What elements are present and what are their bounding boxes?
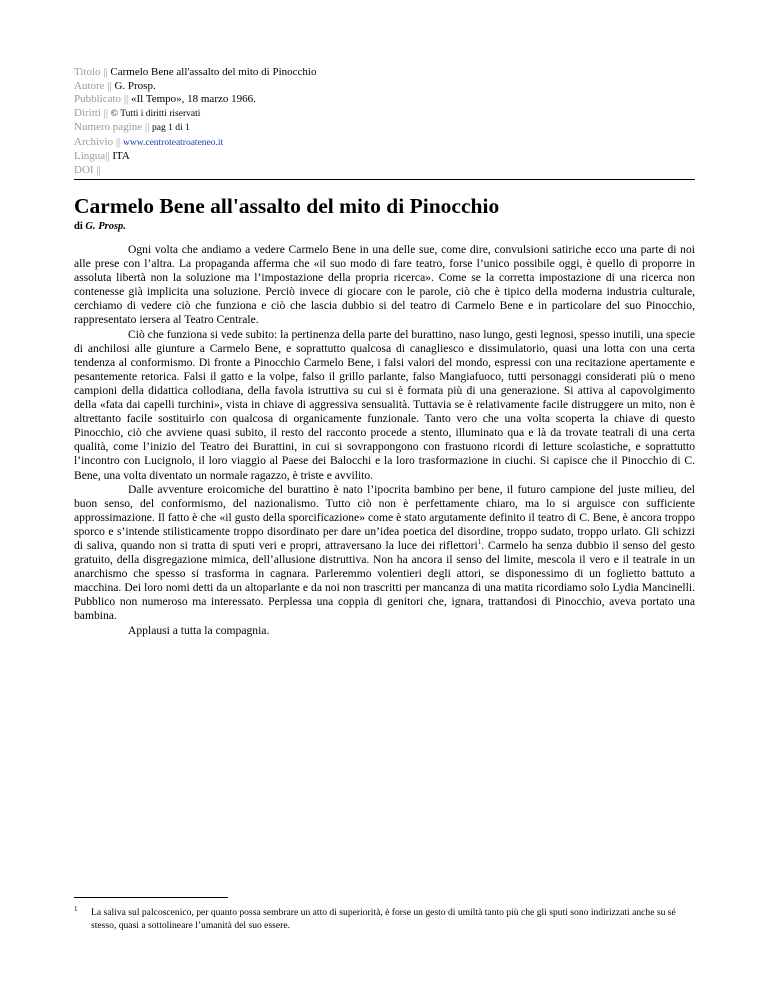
document-page (74, 66, 695, 638)
meta-key-rights[interactable]: Diritti (74, 106, 101, 119)
meta-row-author (74, 80, 695, 94)
meta-separator: || (103, 66, 108, 78)
metadata-block (74, 66, 695, 177)
header-divider (74, 179, 695, 180)
meta-key-pages[interactable]: Numero pagine (74, 121, 143, 133)
footnote-reference[interactable]: 1 (477, 538, 482, 547)
meta-separator: || (103, 106, 109, 119)
paragraph (74, 483, 695, 624)
meta-key-language[interactable]: Lingua (74, 150, 106, 162)
meta-value-author: G. Prosp. (114, 79, 156, 92)
byline (74, 220, 695, 234)
meta-row-pages (74, 121, 695, 136)
article-body (74, 243, 695, 638)
meta-row-archive (74, 136, 695, 151)
meta-separator: || (144, 121, 150, 133)
paragraph-text-continued: . Carmelo ha senza dubbio il senso del gesto gratuito, della disgregazione mimica, dell’allusione distruttiva. Non ha ancora il senso del limite, mescola il vero e il teatrale in un anarchismo che spesso si trasforma in cagnara. Parleremmo volentieri degli attori, se disponessimo di un foglietto battuto a macchina. Dei loro nomi detti da un altoparlante e da noi non trascritti per mancanza di una matita ricordiamo solo Lydia Mancinelli. Pubblico non numeroso ma interessato. Perplessa una coppia di genitori che, ignara, trattandosi di Pinocchio, aveva portato una bambina. (74, 538, 695, 623)
byline-prefix: di (74, 221, 83, 232)
meta-value-title: Carmelo Bene all'assalto del mito di Pinocchio (110, 66, 317, 78)
meta-value-published: «Il Tempo», 18 marzo 1966. (130, 93, 256, 105)
meta-key-title[interactable]: Titolo (74, 66, 101, 78)
meta-separator: || (107, 79, 112, 92)
footnote-number: 1 (74, 905, 78, 913)
meta-separator: || (123, 93, 129, 105)
paragraph: Ogni volta che andiamo a vedere Carmelo Bene in una delle sue, come dire, convulsioni satiriche ecco una parte di noi alle prese con l’altra. La propaganda afferma che «il suo modo di fare teatro, forse l’unico possibile oggi, è quello di proporre in assoluta libertà non la soluzione ma l’impostazione della propria ricerca». Come se la corretta impostazione di una ricerca non contenesse già implicita una soluzione. Perciò invece di giocare con le parole, ciò che è tipico della moderna industria culturale, cerchiamo di vedere ciò che funziona e ciò che lascia dubbio si del teatro di Carmelo Bene e in particolare del suo Pinocchio, rappresentato iersera al Teatro Centrale. (74, 243, 695, 327)
footnote-divider (74, 897, 228, 898)
meta-row-published (74, 93, 695, 107)
meta-value-pages: pag 1 di 1 (152, 123, 190, 133)
meta-row-doi (74, 164, 695, 178)
footnote (74, 906, 695, 932)
paragraph-text: Dalle avventure eroicomiche del burattino è nato l’ipocrita bambino per bene, il futuro campione del juste milieu, del buon senso, del conformismo, del nazionalismo. Tutto ciò non è perfettamente chiaro, ma lo si arguisce con sufficiente approssimazione. Il fatto è che «il gusto della sporcificazione» come è stato argutamente definito il teatro di C. Bene, è ancora troppo sporco e s’intende stilisticamente troppo disordinato per dare un’idea poetica del disordine, troppo sudato, troppo urlato. Gli schizzi di saliva, quando non si tratta di sputi veri e propri, attraversano la luce dei riflettori (74, 482, 695, 552)
byline-author: G. Prosp. (85, 221, 126, 232)
meta-separator: || (115, 135, 121, 148)
meta-key-author[interactable]: Autore (74, 79, 105, 92)
meta-separator: || (105, 150, 110, 162)
meta-key-archive[interactable]: Archivio (74, 135, 114, 148)
meta-value-language: ITA (112, 150, 130, 162)
meta-value-rights: © Tutti i diritti riservati (110, 108, 201, 119)
article-title: Carmelo Bene all'assalto del mito di Pinocchio (74, 194, 500, 218)
paragraph: Applausi a tutta la compagnia. (128, 623, 270, 637)
meta-row-rights (74, 107, 695, 122)
meta-key-doi[interactable]: DOI (74, 163, 94, 176)
meta-key-published[interactable]: Pubblicato (74, 93, 122, 105)
archive-link[interactable]: www.centroteatroateneo.it (123, 137, 224, 148)
footnote-text: La saliva sul palcoscenico, per quanto possa sembrare un atto di superiorità, è forse un gesto di umiltà tanto più che gli sputi sono indirizzati anche su sé stesso, quasi a sottolineare l’umanità del suo essere. (91, 907, 676, 931)
meta-row-language (74, 150, 695, 164)
meta-row-title (74, 66, 695, 80)
paragraph: Ciò che funziona si vede subito: la pertinenza della parte del burattino, naso lungo, gesti legnosi, spesso inutili, una specie di anchilosi alle giunture a Carmelo Bene, e soprattutto qualcosa di canagliesco e dissimulatorio, quasi una lotta con una certa tendenza al conformismo. Di fronte a Pinocchio Carmelo Bene, i falsi valori del mondo, espressi con una recitazione apertamente e pesantemente retorica. Falsi il gatto e la volpe, falso il grillo parlante, falso Mangiafuoco, tutti personaggi considerati più o meno campioni della didattica collodiana, della favola istruttiva su cui si è formata più di una generazione. Si attiva al capovolgimento della «fata dai capelli turchini», vista in chiave di aggressiva sensualità. Tuttavia se è relativamente facile distruggere un mito, non è altrettanto facile sostituirlo con qualcosa di organicamente funzionale. Tanto vero che una volta scoperta la chiave di questo Pinocchio, ciò che avviene quasi subito, il resto del racconto procede a stento, illuminato qua e là da trovate teatrali di una certa qualità, come l’inizio del Teatro dei Burattini, in cui si sovrappongono con frastuono ricordi di letture scolastiche, e soprattutto l’incontro con Lucignolo, il loro viaggio al Paese dei Balocchi e la loro trasformazione in ciuchi. Si capisce che il Pinocchio di C. Bene, una volta diventato un normale ragazzo, è triste e avvilito. (74, 327, 695, 482)
meta-separator: || (96, 163, 101, 176)
